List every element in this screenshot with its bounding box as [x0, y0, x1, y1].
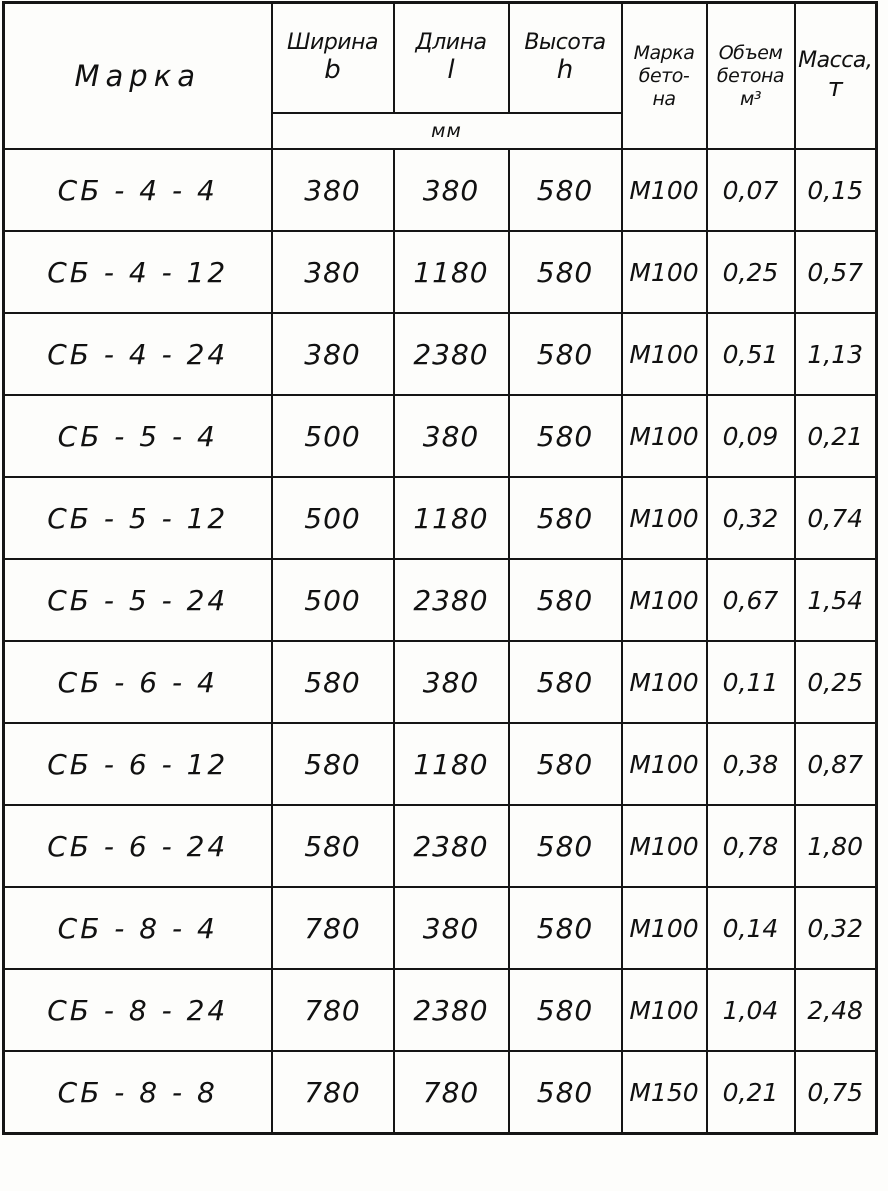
cell-mark: СБ - 8 - 24 [4, 969, 272, 1051]
cell-length: 1180 [394, 231, 509, 313]
cell-concrete-grade: М100 [622, 477, 707, 559]
cell-height: 580 [509, 149, 622, 231]
table-row [4, 969, 877, 1051]
cell-mark: СБ - 6 - 24 [4, 805, 272, 887]
header-concrete-volume-line2: бетона [716, 64, 785, 87]
cell-mass: 0,32 [795, 887, 877, 969]
table-row [4, 805, 877, 887]
cell-width: 580 [272, 641, 394, 723]
cell-width: 380 [272, 149, 394, 231]
cell-length: 2380 [394, 969, 509, 1051]
cell-width: 380 [272, 231, 394, 313]
cell-concrete-volume: 0,11 [707, 641, 795, 723]
cell-concrete-volume: 0,67 [707, 559, 795, 641]
cell-concrete-grade: М100 [622, 887, 707, 969]
table-row [4, 231, 877, 313]
cell-mass: 1,13 [795, 313, 877, 395]
cell-length: 380 [394, 149, 509, 231]
cell-mass: 0,25 [795, 641, 877, 723]
table-row [4, 1051, 877, 1134]
cell-mark: СБ - 4 - 24 [4, 313, 272, 395]
cell-concrete-volume: 0,32 [707, 477, 795, 559]
header-concrete-volume-line3: м³ [740, 87, 761, 110]
cell-length: 380 [394, 887, 509, 969]
cell-width: 380 [272, 313, 394, 395]
cell-length: 2380 [394, 805, 509, 887]
header-mass-unit: т [827, 73, 843, 103]
cell-mass: 1,80 [795, 805, 877, 887]
cell-mass: 0,21 [795, 395, 877, 477]
cell-mark: СБ - 4 - 4 [4, 149, 272, 231]
cell-height: 580 [509, 395, 622, 477]
cell-concrete-grade: М100 [622, 231, 707, 313]
cell-length: 1180 [394, 477, 509, 559]
table-row [4, 559, 877, 641]
header-mark: Марка [4, 3, 272, 150]
cell-width: 780 [272, 1051, 394, 1134]
table-row [4, 723, 877, 805]
header-height-symbol: h [556, 55, 574, 85]
header-concrete-grade [622, 3, 707, 150]
header-dimension-unit: мм [272, 113, 622, 149]
cell-mass: 0,75 [795, 1051, 877, 1134]
cell-mass: 0,87 [795, 723, 877, 805]
cell-mark: СБ - 8 - 4 [4, 887, 272, 969]
header-concrete-volume-line1: Объем [718, 41, 783, 64]
cell-concrete-volume: 0,09 [707, 395, 795, 477]
cell-height: 580 [509, 887, 622, 969]
header-height [509, 3, 622, 114]
cell-mass: 0,57 [795, 231, 877, 313]
cell-concrete-grade: М100 [622, 641, 707, 723]
header-row [4, 3, 877, 114]
table-row [4, 641, 877, 723]
cell-mark: СБ - 6 - 4 [4, 641, 272, 723]
cell-width: 580 [272, 723, 394, 805]
table-row [4, 313, 877, 395]
table-row [4, 477, 877, 559]
cell-concrete-volume: 0,38 [707, 723, 795, 805]
cell-concrete-grade: М100 [622, 395, 707, 477]
header-width-name: Ширина [287, 30, 378, 55]
cell-width: 500 [272, 477, 394, 559]
cell-height: 580 [509, 641, 622, 723]
cell-concrete-volume: 0,25 [707, 231, 795, 313]
cell-concrete-grade: М100 [622, 559, 707, 641]
cell-concrete-volume: 0,21 [707, 1051, 795, 1134]
header-concrete-grade-line1: Марка [633, 41, 695, 64]
cell-length: 380 [394, 395, 509, 477]
cell-mark: СБ - 5 - 12 [4, 477, 272, 559]
header-height-name: Высота [524, 30, 606, 55]
cell-concrete-grade: М100 [622, 723, 707, 805]
cell-height: 580 [509, 1051, 622, 1134]
cell-length: 380 [394, 641, 509, 723]
cell-width: 500 [272, 395, 394, 477]
table-row [4, 395, 877, 477]
header-width-symbol: b [324, 55, 341, 85]
cell-mark: СБ - 5 - 24 [4, 559, 272, 641]
cell-concrete-volume: 0,14 [707, 887, 795, 969]
cell-length: 1180 [394, 723, 509, 805]
header-length [394, 3, 509, 114]
cell-width: 580 [272, 805, 394, 887]
cell-concrete-grade: М100 [622, 805, 707, 887]
cell-concrete-volume: 0,51 [707, 313, 795, 395]
cell-height: 580 [509, 313, 622, 395]
block-spec-table [2, 1, 878, 1135]
cell-concrete-volume: 0,78 [707, 805, 795, 887]
cell-length: 2380 [394, 559, 509, 641]
cell-concrete-volume: 0,07 [707, 149, 795, 231]
header-width [272, 3, 394, 114]
cell-mark: СБ - 8 - 8 [4, 1051, 272, 1134]
cell-length: 780 [394, 1051, 509, 1134]
table-row [4, 887, 877, 969]
cell-concrete-grade: М100 [622, 313, 707, 395]
table-header [4, 3, 877, 150]
header-mass-name: Масса, [798, 48, 873, 73]
cell-mark: СБ - 4 - 12 [4, 231, 272, 313]
cell-mass: 1,54 [795, 559, 877, 641]
cell-mass: 0,74 [795, 477, 877, 559]
cell-length: 2380 [394, 313, 509, 395]
cell-concrete-volume: 1,04 [707, 969, 795, 1051]
cell-mass: 0,15 [795, 149, 877, 231]
cell-mark: СБ - 5 - 4 [4, 395, 272, 477]
cell-concrete-grade: М150 [622, 1051, 707, 1134]
header-length-name: Длина [415, 30, 487, 55]
cell-height: 580 [509, 723, 622, 805]
cell-height: 580 [509, 231, 622, 313]
cell-height: 580 [509, 805, 622, 887]
cell-concrete-grade: М100 [622, 149, 707, 231]
header-mass [795, 3, 877, 150]
cell-mark: СБ - 6 - 12 [4, 723, 272, 805]
table-body [4, 149, 877, 1134]
cell-height: 580 [509, 559, 622, 641]
cell-width: 500 [272, 559, 394, 641]
header-concrete-volume [707, 3, 795, 150]
cell-height: 580 [509, 477, 622, 559]
header-concrete-grade-line2: бето- [638, 64, 690, 87]
cell-width: 780 [272, 887, 394, 969]
cell-concrete-grade: М100 [622, 969, 707, 1051]
cell-height: 580 [509, 969, 622, 1051]
cell-mass: 2,48 [795, 969, 877, 1051]
table-row [4, 149, 877, 231]
cell-width: 780 [272, 969, 394, 1051]
header-concrete-grade-line3: на [652, 87, 676, 110]
header-length-symbol: l [447, 55, 455, 85]
